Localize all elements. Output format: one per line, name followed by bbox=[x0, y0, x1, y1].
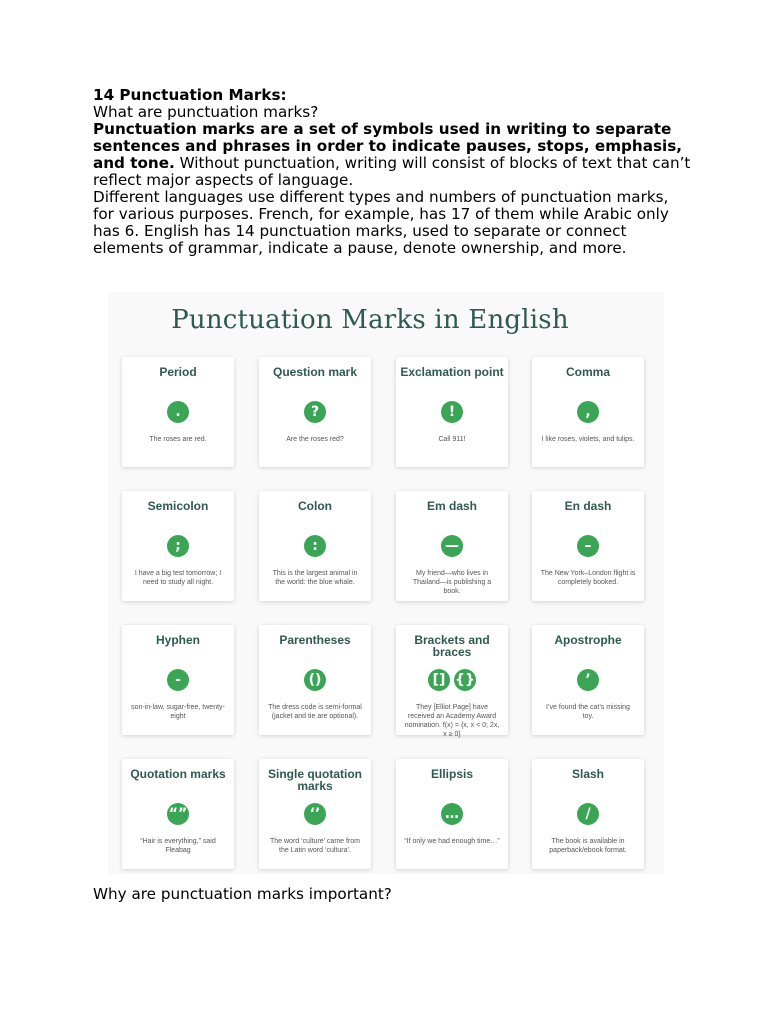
punctuation-card bbox=[259, 625, 371, 735]
card-example: I have a big test tomorrow; I need to study all night. bbox=[134, 570, 222, 586]
punctuation-card bbox=[396, 491, 508, 601]
card-icons bbox=[532, 401, 644, 425]
card-icons bbox=[122, 401, 234, 425]
card-icons bbox=[396, 535, 508, 559]
card-icons bbox=[259, 669, 371, 693]
card-example: They [Elliot Page] have received an Academy Award nomination. f(x) = {x, x < 0; 2x, x ≥ 0} bbox=[404, 704, 500, 738]
punctuation-card bbox=[259, 759, 371, 869]
card-title: En dash bbox=[564, 499, 612, 513]
punctuation-symbol-icon: ; bbox=[167, 535, 189, 557]
card-title: Slash bbox=[571, 767, 604, 781]
punctuation-symbol-icon: : bbox=[304, 535, 326, 557]
punctuation-symbol-icon: ? bbox=[304, 401, 326, 423]
card-icons bbox=[396, 803, 508, 827]
punctuation-infographic bbox=[108, 292, 664, 874]
punctuation-symbol-icon: / bbox=[577, 803, 599, 825]
card-title: Ellipsis bbox=[430, 767, 474, 781]
card-example: My friend—who lives in Thailand—is publishing a book. bbox=[412, 570, 492, 595]
card-example: Are the roses red? bbox=[286, 436, 344, 443]
card-example: This is the largest animal in the world: the blue whale. bbox=[272, 570, 358, 586]
punctuation-card bbox=[396, 759, 508, 869]
punctuation-card bbox=[259, 357, 371, 467]
punctuation-card bbox=[532, 759, 644, 869]
card-icons bbox=[532, 669, 644, 693]
card-title: Brackets and braces bbox=[414, 633, 490, 659]
card-example: son-in-law, sugar-free, twenty-eight bbox=[131, 704, 225, 720]
punctuation-card bbox=[532, 625, 644, 735]
punctuation-card bbox=[532, 491, 644, 601]
card-title: Period bbox=[159, 365, 197, 379]
infographic-title: Punctuation Marks in English bbox=[171, 305, 569, 335]
punctuation-symbol-icon: () bbox=[304, 669, 326, 691]
card-example: “Hair is everything,” said Fleabag bbox=[140, 838, 216, 854]
punctuation-symbol-icon: … bbox=[441, 803, 463, 825]
card-title: Comma bbox=[565, 365, 610, 379]
intro-question: What are punctuation marks? bbox=[93, 103, 319, 121]
punctuation-symbol-icon: “” bbox=[167, 803, 189, 825]
punctuation-symbol-icon: ! bbox=[441, 401, 463, 423]
punctuation-card bbox=[122, 491, 234, 601]
card-icons bbox=[122, 803, 234, 827]
card-icons bbox=[396, 401, 508, 425]
punctuation-symbol-icon: ’ bbox=[577, 669, 599, 691]
card-example: The dress code is semi-formal (jacket and tie are optional). bbox=[268, 704, 362, 720]
card-icons bbox=[122, 669, 234, 693]
card-icons bbox=[259, 401, 371, 425]
card-example: “If only we had enough time…” bbox=[404, 838, 500, 845]
card-example: The word ‘culture’ came from the Latin word ‘cultura’. bbox=[270, 838, 360, 854]
punctuation-card bbox=[532, 357, 644, 467]
card-title: Apostrophe bbox=[554, 633, 622, 647]
card-icons bbox=[259, 535, 371, 559]
card-title: Single quotation marks bbox=[268, 767, 362, 793]
card-title: Colon bbox=[298, 499, 332, 513]
card-title: Semicolon bbox=[147, 499, 209, 513]
card-title: Hyphen bbox=[155, 633, 200, 647]
card-icons bbox=[259, 803, 371, 827]
card-title: Exclamation point bbox=[400, 365, 504, 379]
punctuation-card bbox=[122, 357, 234, 467]
card-example: The roses are red. bbox=[149, 436, 207, 443]
intro-text bbox=[93, 87, 693, 257]
closing-question: Why are punctuation marks important? bbox=[93, 885, 392, 903]
definition-paragraph bbox=[93, 121, 693, 189]
card-example: I like roses, violets, and tulips. bbox=[541, 436, 635, 443]
card-icons bbox=[532, 803, 644, 827]
card-icons bbox=[532, 535, 644, 559]
card-title: Parentheses bbox=[279, 633, 351, 647]
definition-rest: Without punctuation, writing will consist of blocks of text that can’t reflect major aspects of language. bbox=[93, 154, 691, 189]
card-title: Question mark bbox=[272, 365, 358, 379]
punctuation-card bbox=[122, 759, 234, 869]
punctuation-symbol-icon: [] bbox=[428, 669, 450, 691]
card-example: The New York–London flight is completely booked. bbox=[540, 570, 636, 586]
punctuation-symbol-icon: . bbox=[167, 401, 189, 423]
card-icons bbox=[396, 669, 508, 693]
card-title: Em dash bbox=[426, 499, 477, 513]
punctuation-card bbox=[259, 491, 371, 601]
punctuation-card bbox=[396, 357, 508, 467]
languages-paragraph: Different languages use different types and numbers of punctuation marks, for various purposes. French, for example, has 17 of them while Arabic only has 6. English has 14 punctuation marks, used to separate or connect elements of grammar, indicate a pause, denote ownership, and more. bbox=[93, 188, 669, 257]
punctuation-symbol-icon: , bbox=[577, 401, 599, 423]
punctuation-symbol-icon: — bbox=[441, 535, 463, 557]
punctuation-card bbox=[122, 625, 234, 735]
card-example: Call 911! bbox=[438, 436, 466, 443]
card-example: I’ve found the cat’s missing toy. bbox=[546, 704, 630, 720]
punctuation-symbol-icon: ‘’ bbox=[304, 803, 326, 825]
card-example: The book is available in paperback/ebook format. bbox=[549, 838, 627, 854]
card-title: Quotation marks bbox=[130, 767, 226, 781]
section-heading: 14 Punctuation Marks: bbox=[93, 86, 287, 104]
definition-bold: Punctuation marks are a set of symbols used in writing to separate sentences and phrases in order to indicate pauses, stops, emphasis, and tone. bbox=[93, 120, 683, 172]
punctuation-symbol-icon: - bbox=[167, 669, 189, 691]
punctuation-card bbox=[396, 625, 508, 738]
punctuation-symbol-icon: {} bbox=[454, 669, 476, 691]
punctuation-symbol-icon: – bbox=[577, 535, 599, 557]
card-icons bbox=[122, 535, 234, 559]
